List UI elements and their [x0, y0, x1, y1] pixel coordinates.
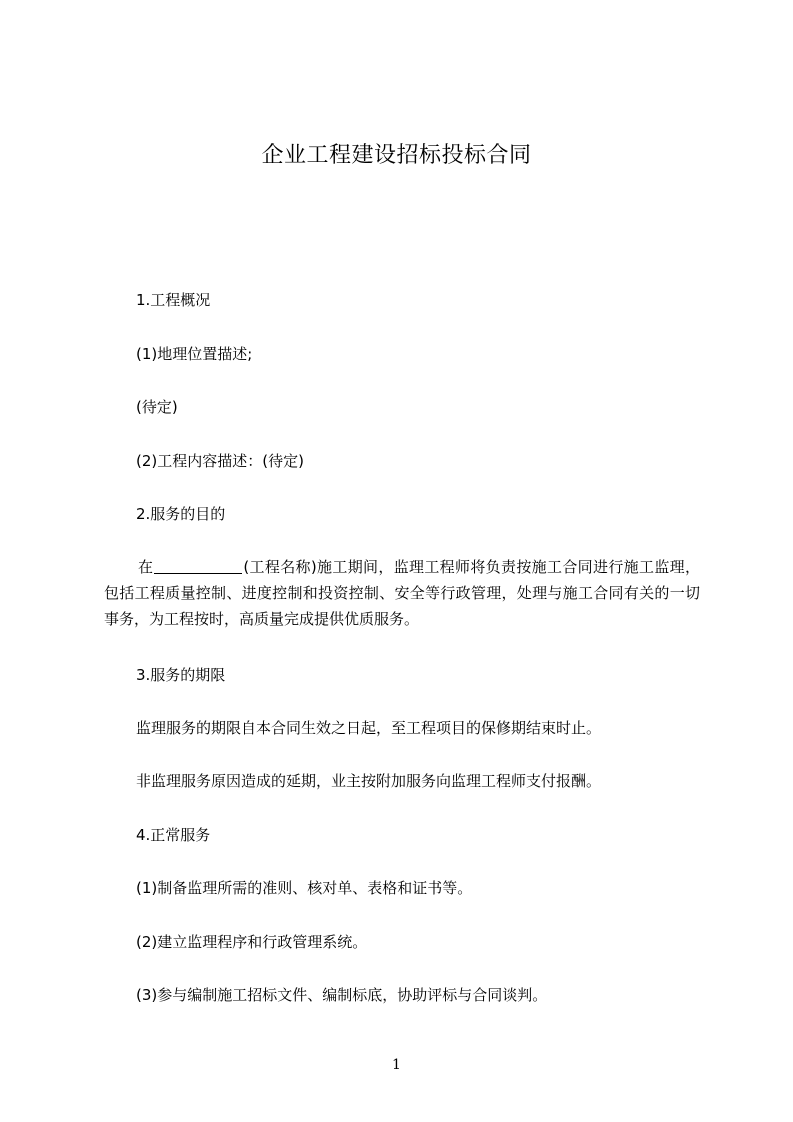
section-1-item-1-value: (待定) [136, 398, 178, 416]
section-3-line-1: 监理服务的期限自本合同生效之日起，至工程项目的保修期结束时止。 [136, 719, 602, 737]
section-4-heading: 4.正常服务 [136, 826, 211, 844]
section-4-item-3: (3)参与编制施工招标文件、编制标底，协助评标与合同谈判。 [136, 986, 548, 1004]
page-number: 1 [392, 1057, 401, 1073]
section-1-item-1: (1)地理位置描述; [136, 345, 253, 363]
project-name-blank [154, 559, 242, 574]
section-3-line-2: 非监理服务原因造成的延期，业主按附加服务向监理工程师支付报酬。 [136, 772, 602, 790]
section-1-item-2: (2)工程内容描述：(待定) [136, 452, 304, 470]
section-4-item-1: (1)制备监理所需的准则、核对单、表格和证书等。 [136, 879, 473, 897]
document-title: 企业工程建设招标投标合同 [261, 143, 532, 168]
section-1-heading: 1.工程概况 [136, 291, 211, 309]
section-2-paragraph-lead: 在 [138, 558, 154, 576]
section-2-paragraph-body: (工程名称)施工期间，监理工程师将负责按施工合同进行施工监理，包括工程质量控制、进度控制和投资控制、安全等行政管理，处理与施工合同有关的一切事务，为工程按时，高质量完成提供优质服务。 [104, 558, 700, 628]
section-2-paragraph [104, 554, 700, 632]
section-3-heading: 3.服务的期限 [136, 666, 226, 684]
section-4-item-2: (2)建立监理程序和行政管理系统。 [136, 933, 368, 951]
section-2-heading: 2.服务的目的 [136, 505, 226, 523]
